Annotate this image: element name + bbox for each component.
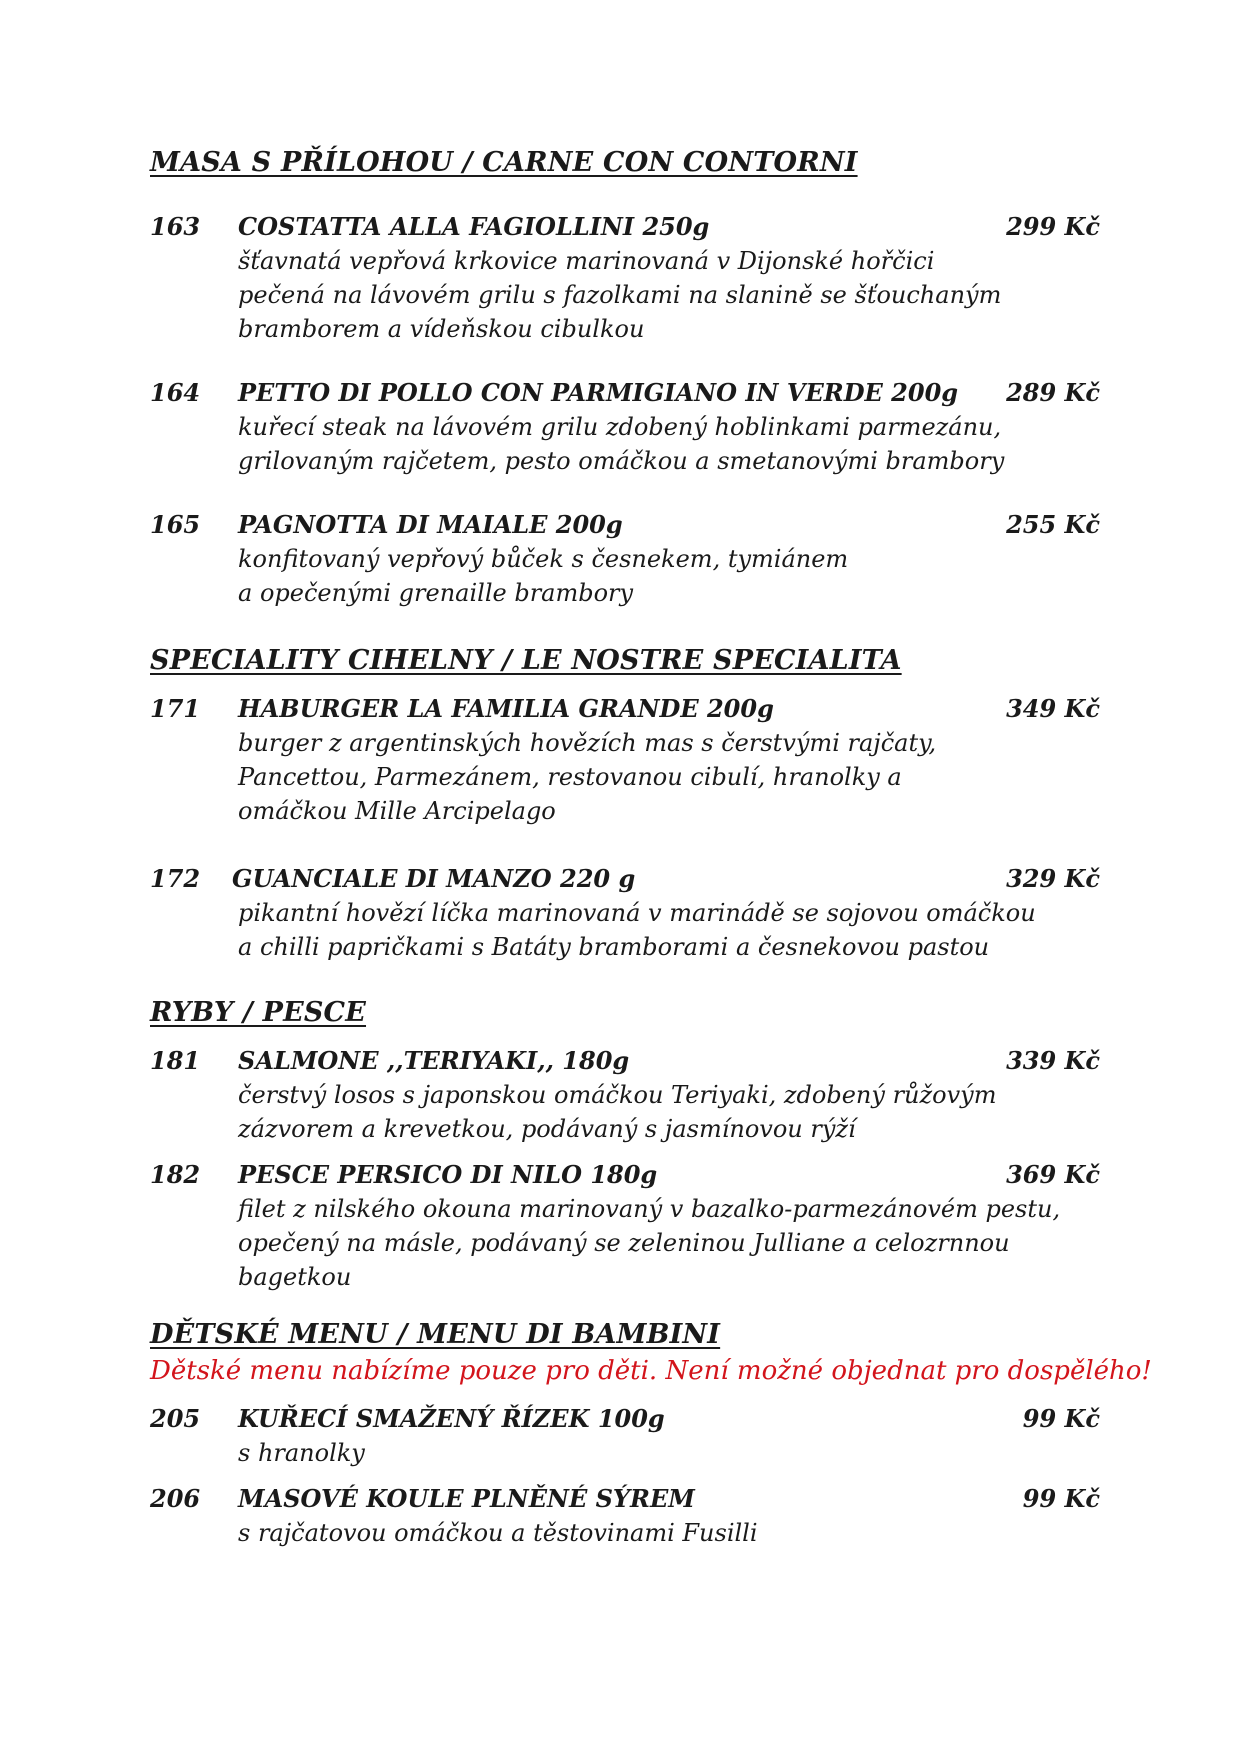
description-line: grilovaným rajčetem, pesto omáčkou a smetanovými brambory <box>238 447 1005 475</box>
description-line: bramborem a vídeňskou cibulkou <box>238 315 645 343</box>
section-title-detske: DĚTSKÉ MENU / MENU DI BAMBINI <box>150 1319 721 1350</box>
item-description <box>238 410 1100 478</box>
item-price: 99 Kč <box>1022 1484 1100 1513</box>
menu-item-182 <box>150 1158 1100 1294</box>
item-number: 181 <box>150 1046 201 1075</box>
item-number: 182 <box>150 1160 201 1189</box>
description-line: a chilli papričkami s Batáty bramborami a česnekovou pastou <box>238 933 990 961</box>
description-line: konfitovaný vepřový bůček s česnekem, tymiánem <box>238 545 849 573</box>
item-price: 289 Kč <box>1006 378 1100 407</box>
item-header <box>150 862 1100 896</box>
menu-item-181 <box>150 1044 1100 1146</box>
item-number: 205 <box>150 1404 201 1433</box>
section-ryby <box>150 996 1100 1030</box>
item-name: PETTO DI POLLO CON PARMIGIANO IN VERDE 200g <box>238 378 959 407</box>
item-number: 172 <box>150 864 201 893</box>
menu-item-165 <box>150 508 1100 610</box>
description-line: kuřecí steak na lávovém grilu zdobený hoblinkami parmezánu, <box>238 413 1002 441</box>
description-line: pikantní hovězí líčka marinovaná v marinádě se sojovou omáčkou <box>238 899 1036 927</box>
section-title-ryby: RYBY / PESCE <box>150 997 367 1028</box>
item-price: 339 Kč <box>1006 1046 1100 1075</box>
item-header <box>150 1402 1100 1436</box>
item-name: COSTATTA ALLA FAGIOLLINI 250g <box>238 212 710 241</box>
item-description <box>238 1516 1100 1550</box>
item-number: 164 <box>150 378 201 407</box>
description-line: čerstvý losos s japonskou omáčkou Teriyaki, zdobený růžovým <box>238 1081 997 1109</box>
item-header <box>150 1044 1100 1078</box>
item-description <box>238 244 1100 346</box>
item-price: 99 Kč <box>1022 1404 1100 1433</box>
item-header <box>150 376 1100 410</box>
item-price: 255 Kč <box>1006 510 1100 539</box>
item-price: 299 Kč <box>1006 212 1100 241</box>
item-description <box>238 1436 1100 1470</box>
item-header <box>150 692 1100 726</box>
item-name: PAGNOTTA DI MAIALE 200g <box>238 510 623 539</box>
item-description <box>238 896 1100 964</box>
item-description <box>238 726 1100 828</box>
item-number: 206 <box>150 1484 201 1513</box>
description-line: burger z argentinských hovězích mas s čerstvými rajčaty, <box>238 729 937 757</box>
section-title-speciality: SPECIALITY CIHELNY / LE NOSTRE SPECIALITA <box>150 645 902 676</box>
menu-item-164 <box>150 376 1100 478</box>
description-line: s hranolky <box>238 1439 365 1467</box>
description-line: a opečenými grenaille brambory <box>238 579 634 607</box>
item-name: PESCE PERSICO DI NILO 180g <box>238 1160 658 1189</box>
description-line: opečený na másle, podávaný se zeleninou Julliane a celozrnnou <box>238 1229 1010 1257</box>
item-name: GUANCIALE DI MANZO 220 g <box>232 864 636 893</box>
description-line: bagetkou <box>238 1263 352 1291</box>
item-name: KUŘECÍ SMAŽENÝ ŘÍZEK 100g <box>238 1404 665 1433</box>
item-description <box>238 542 1100 610</box>
description-line: omáčkou Mille Arcipelago <box>238 797 556 825</box>
item-price: 349 Kč <box>1006 694 1100 723</box>
section-speciality <box>150 644 1100 678</box>
menu-item-163 <box>150 210 1100 346</box>
menu-item-171 <box>150 692 1100 828</box>
item-header <box>150 508 1100 542</box>
section-detske-menu <box>150 1318 1152 1388</box>
description-line: Pancettou, Parmezánem, restovanou cibulí, hranolky a <box>238 763 902 791</box>
item-header <box>150 1482 1100 1516</box>
item-number: 163 <box>150 212 201 241</box>
description-line: zázvorem a krevetkou, podávaný s jasmínovou rýží <box>238 1115 856 1143</box>
item-number: 165 <box>150 510 201 539</box>
item-number: 171 <box>150 694 201 723</box>
item-header <box>150 210 1100 244</box>
item-description <box>238 1192 1100 1294</box>
item-name: MASOVÉ KOULE PLNĚNÉ SÝREM <box>238 1484 695 1513</box>
kids-menu-notice: Dětské menu nabízíme pouze pro děti. Není možné objednat pro dospělého! <box>150 1356 1152 1386</box>
menu-item-172 <box>150 862 1100 964</box>
item-name: HABURGER LA FAMILIA GRANDE 200g <box>238 694 774 723</box>
item-description <box>238 1078 1100 1146</box>
description-line: s rajčatovou omáčkou a těstovinami Fusilli <box>238 1519 758 1547</box>
item-name: SALMONE ,,TERIYAKI,, 180g <box>238 1046 630 1075</box>
section-title-masa: MASA S PŘÍLOHOU / CARNE CON CONTORNI <box>150 147 858 178</box>
menu-item-205 <box>150 1402 1100 1470</box>
description-line: šťavnatá vepřová krkovice marinovaná v Dijonské hořčici <box>238 247 935 275</box>
item-price: 329 Kč <box>1006 864 1100 893</box>
section-masa <box>150 146 1100 180</box>
menu-item-206 <box>150 1482 1100 1550</box>
item-price: 369 Kč <box>1006 1160 1100 1189</box>
item-header <box>150 1158 1100 1192</box>
description-line: pečená na lávovém grilu s fazolkami na slanině se šťouchaným <box>238 281 1002 309</box>
description-line: filet z nilského okouna marinovaný v bazalko-parmezánovém pestu, <box>238 1195 1061 1223</box>
